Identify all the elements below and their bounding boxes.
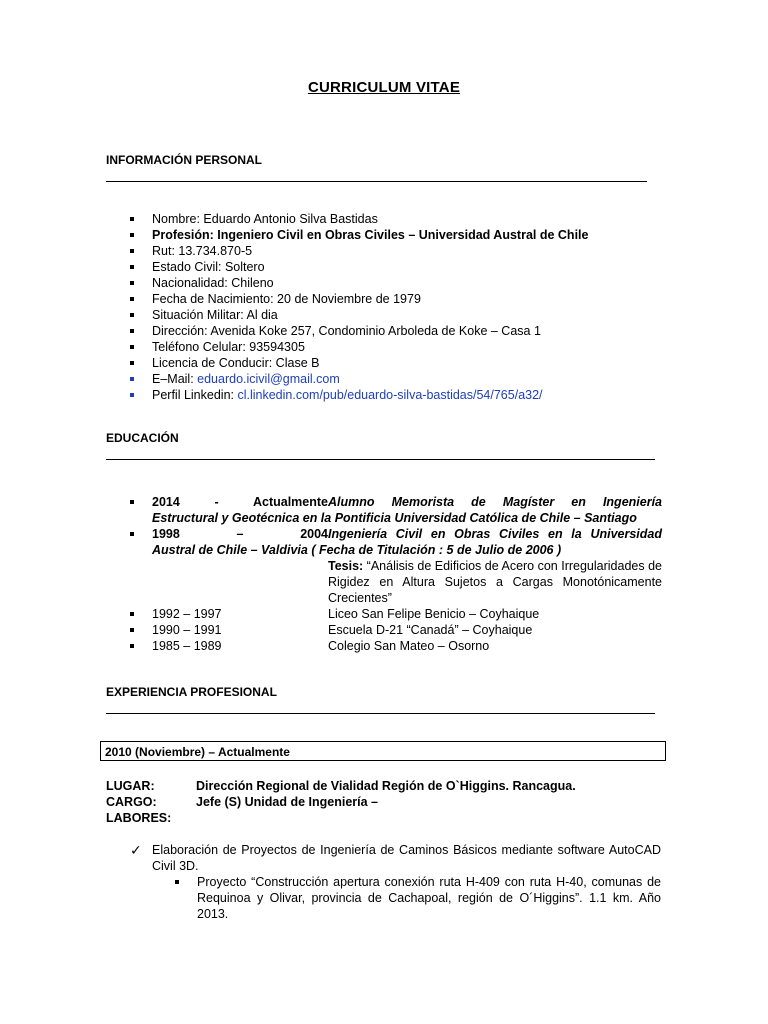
list-item bbox=[130, 307, 670, 323]
project-text: Proyecto “Construcción apertura conexión ruta H-409 con ruta H-40, comunas de Requinoa y Olivar, provincia de Cachapoal, región de O´Higgins”. 1.1 km. Año 2013. bbox=[197, 875, 661, 921]
education-date: 1990 – 1991 bbox=[152, 623, 222, 637]
thesis-block bbox=[130, 558, 662, 606]
personal-heading: INFORMACIÓN PERSONAL bbox=[106, 153, 262, 167]
linkedin-link[interactable]: cl.linkedin.com/pub/eduardo-silva-bastidas/54/765/a32/ bbox=[237, 388, 543, 402]
nationality-text: Nacionalidad: Chileno bbox=[152, 276, 274, 290]
school-name: Escuela D-21 “Canadá” – Coyhaique bbox=[328, 623, 533, 637]
email-label: E–Mail: bbox=[152, 372, 198, 386]
profession-text: Profesión: Ingeniero Civil en Obras Civiles – Universidad Austral de Chile bbox=[152, 228, 589, 242]
section-divider bbox=[106, 713, 655, 714]
bullet-icon bbox=[130, 281, 134, 285]
education-heading: EDUCACIÓN bbox=[106, 431, 179, 445]
education-entry bbox=[130, 638, 662, 654]
list-item bbox=[130, 243, 670, 259]
bullet-icon bbox=[130, 500, 134, 504]
duty-item bbox=[130, 842, 661, 874]
lugar-label: LUGAR: bbox=[106, 779, 155, 793]
phone-text: Teléfono Celular: 93594305 bbox=[152, 340, 305, 354]
school-name: Liceo San Felipe Benicio – Coyhaique bbox=[328, 607, 540, 621]
section-divider bbox=[106, 181, 647, 182]
address-text: Dirección: Avenida Koke 257, Condominio Arboleda de Koke – Casa 1 bbox=[152, 324, 541, 338]
bullet-icon bbox=[130, 265, 134, 269]
linkedin-label: Perfil Linkedin: bbox=[152, 388, 238, 402]
section-divider bbox=[106, 459, 655, 460]
education-entry bbox=[130, 622, 662, 638]
education-date: 1985 – 1989 bbox=[152, 639, 222, 653]
cargo-label: CARGO: bbox=[106, 795, 157, 809]
bullet-icon bbox=[130, 233, 134, 237]
bullet-icon bbox=[130, 628, 134, 632]
bullet-icon bbox=[175, 880, 179, 884]
name-text: Nombre: Eduardo Antonio Silva Bastidas bbox=[152, 212, 378, 226]
job-duties-label bbox=[106, 810, 196, 826]
rut-text: Rut: 13.734.870-5 bbox=[152, 244, 253, 258]
duty-text: Elaboración de Proyectos de Ingeniería de Caminos Básicos mediante software AutoCAD Civil 3D. bbox=[152, 843, 661, 873]
bullet-icon bbox=[130, 612, 134, 616]
list-item bbox=[130, 211, 670, 227]
education-entry bbox=[130, 526, 662, 558]
email-link[interactable]: eduardo.icivil@gmail.com bbox=[197, 372, 340, 386]
education-date: 1998 – 2004 bbox=[152, 527, 328, 541]
bullet-icon bbox=[130, 377, 134, 381]
list-item bbox=[130, 387, 670, 403]
job-period-box: 2010 (Noviembre) – Actualmente bbox=[100, 741, 666, 761]
bullet-icon bbox=[130, 345, 134, 349]
checkmark-icon: ✓ bbox=[130, 842, 142, 858]
education-desc-cont: Estructural y Geotécnica en la Pontificia Universidad Católica de Chile – Santiago bbox=[152, 511, 637, 525]
bullet-icon bbox=[130, 329, 134, 333]
list-item bbox=[130, 339, 670, 355]
civil-status-text: Estado Civil: Soltero bbox=[152, 260, 265, 274]
job-position bbox=[106, 794, 378, 810]
education-desc: Alumno Memorista de Magíster en Ingeniería bbox=[328, 495, 662, 509]
bullet-icon bbox=[130, 249, 134, 253]
education-entry bbox=[130, 606, 662, 622]
project-item bbox=[175, 874, 661, 922]
personal-info-list bbox=[130, 211, 670, 403]
education-date: 1992 – 1997 bbox=[152, 607, 222, 621]
education-date: 2014 - Actualmente bbox=[152, 495, 328, 509]
bullet-icon bbox=[130, 393, 134, 397]
thesis-text: “Análisis de Edificios de Acero con Irregularidades de Rigidez en Altura Sujetos a Cargas Monotónicamente Crecientes” bbox=[328, 559, 662, 605]
job-location bbox=[106, 778, 576, 794]
list-item bbox=[130, 371, 670, 387]
bullet-icon bbox=[130, 361, 134, 365]
bullet-icon bbox=[130, 217, 134, 221]
bullet-icon bbox=[130, 532, 134, 536]
lugar-value: Dirección Regional de Vialidad Región de O`Higgins. Rancagua. bbox=[196, 779, 576, 793]
labores-label: LABORES: bbox=[106, 811, 172, 825]
list-item bbox=[130, 323, 670, 339]
school-name: Colegio San Mateo – Osorno bbox=[328, 639, 490, 653]
education-desc-cont: Austral de Chile – Valdivia ( Fecha de Titulación : 5 de Julio de 2006 ) bbox=[152, 543, 562, 557]
bullet-icon bbox=[130, 313, 134, 317]
military-status-text: Situación Militar: Al dia bbox=[152, 308, 278, 322]
bullet-icon bbox=[130, 644, 134, 648]
document-title: CURRICULUM VITAE bbox=[307, 79, 461, 96]
thesis-label: Tesis: bbox=[328, 559, 364, 573]
education-list bbox=[130, 494, 662, 654]
list-item bbox=[130, 291, 670, 307]
experience-heading: EXPERIENCIA PROFESIONAL bbox=[106, 685, 277, 699]
bullet-icon bbox=[130, 297, 134, 301]
list-item bbox=[130, 227, 670, 243]
education-entry bbox=[130, 494, 662, 526]
list-item bbox=[130, 355, 670, 371]
birthdate-text: Fecha de Nacimiento: 20 de Noviembre de 1979 bbox=[152, 292, 421, 306]
list-item bbox=[130, 275, 670, 291]
cargo-value: Jefe (S) Unidad de Ingeniería – bbox=[196, 795, 378, 809]
list-item bbox=[130, 259, 670, 275]
education-desc: Ingeniería Civil en Obras Civiles en la Universidad bbox=[328, 527, 662, 541]
license-text: Licencia de Conducir: Clase B bbox=[152, 356, 320, 370]
